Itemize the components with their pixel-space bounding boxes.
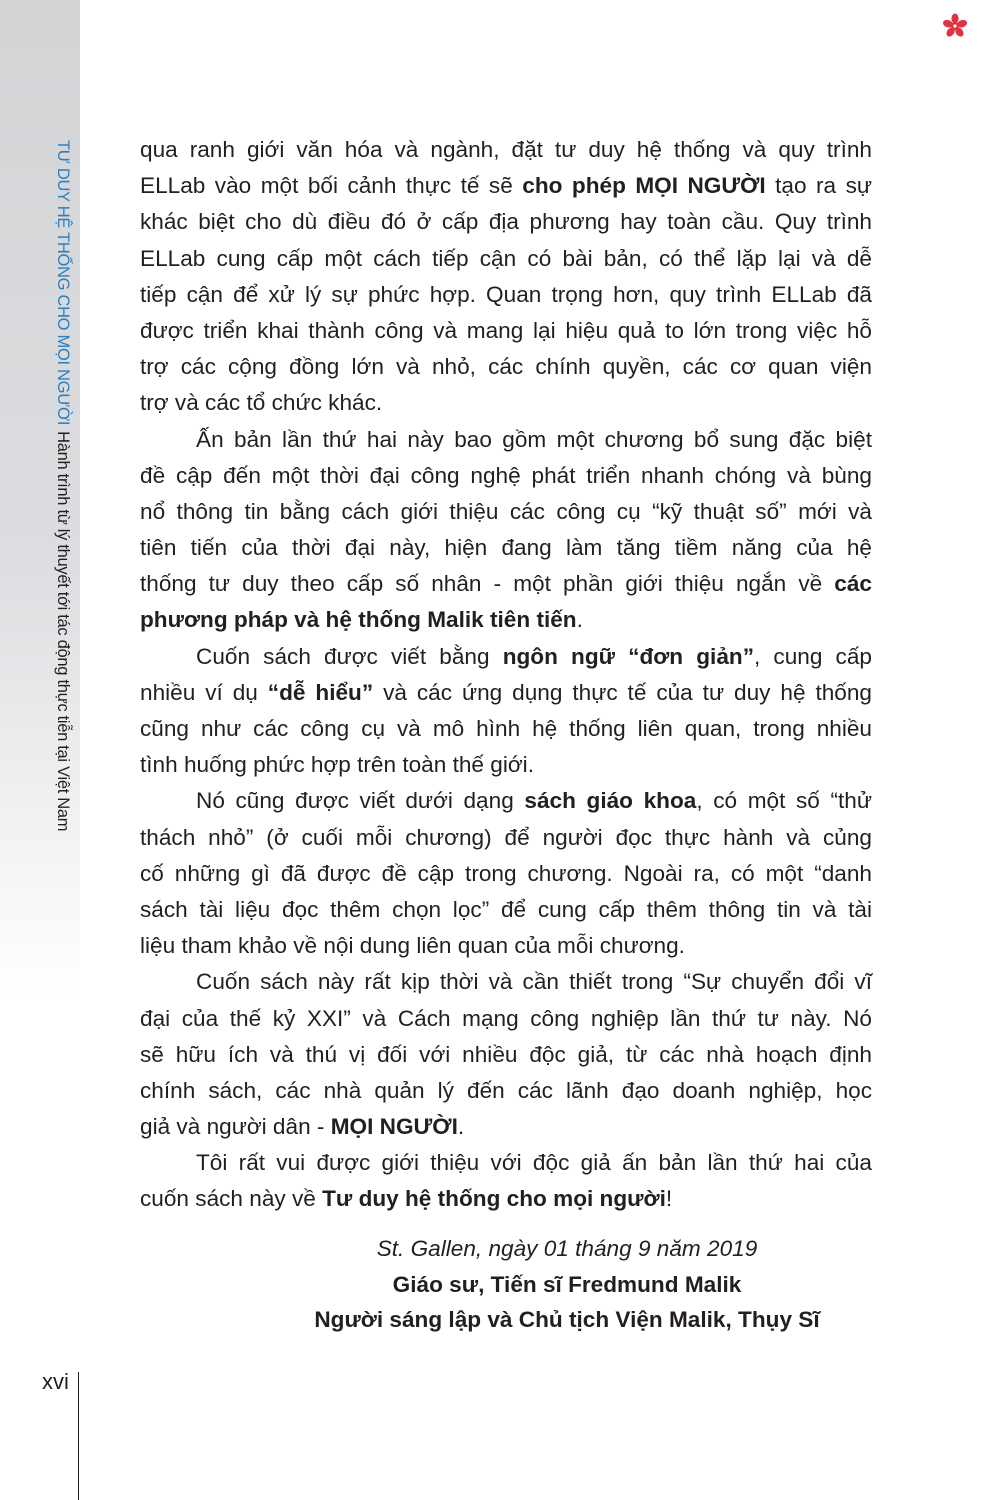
paragraph-line [140, 349, 872, 385]
text-run: cuốn sách này về [140, 1186, 323, 1212]
text-run: , cung cấp [754, 643, 872, 669]
text-run: nổ thông tin bằng cách giới thiệu các công cụ “kỹ thuật số” mới và [140, 498, 872, 524]
text-run: trợ các cộng đồng lớn và nhỏ, các chính quyền, các cơ quan viện [140, 354, 872, 380]
signature-role: Người sáng lập và Chủ tịch Viện Malik, Thụy Sĩ [314, 1307, 820, 1332]
bold-text: “dễ hiểu” [267, 679, 374, 705]
paragraph-line [140, 1109, 872, 1145]
paragraph-line [140, 132, 872, 168]
paragraph-line [140, 277, 872, 313]
text-run: trợ và các tổ chức khác. [140, 390, 383, 416]
body-text [140, 132, 872, 1218]
paragraph-line [140, 168, 872, 204]
text-run: chính sách, các nhà quản lý đến các lãnh đạo doanh nghiệp, học [140, 1077, 872, 1103]
paragraph-line [140, 530, 872, 566]
text-run: khác biệt cho dù điều đó ở cấp địa phương hay toàn cầu. Quy trình [140, 209, 872, 235]
text-run: , có một số “thử [696, 788, 872, 814]
text-run: ELLab cung cấp một cách tiếp cận có bài bản, có thể lặp lại và dễ [140, 245, 872, 271]
text-run: thống tư duy theo cấp số nhân - một phần giới thiệu ngắn về [140, 571, 835, 597]
paragraph-line [140, 602, 872, 638]
text-run: Cuốn sách này rất kịp thời và cần thiết trong “Sự chuyển đổi vĩ [196, 969, 872, 995]
text-run: Cuốn sách được viết bằng [196, 643, 503, 669]
paragraph-line [140, 1145, 872, 1181]
text-run: và các ứng dụng thực tế của tư duy hệ thống [373, 679, 872, 705]
text-run: ELLab vào một bối cảnh thực tế sẽ [140, 173, 523, 199]
text-run: đại của thế kỷ XXI” và Cách mạng công nghiệp lần thứ tư này. Nó [140, 1005, 872, 1031]
paragraph-line [140, 928, 872, 964]
text-run: qua ranh giới văn hóa và ngành, đặt tư duy hệ thống và quy trình [140, 137, 872, 162]
running-head-subtitle: Hành trình từ lý thuyết tới tác động thực tiễn tại Việt Nam [54, 431, 72, 832]
text-run: cố những gì đã được đề cập trong chương. Ngoài ra, có một “danh [140, 860, 872, 886]
text-run: cũng như các công cụ và mô hình hệ thống liên quan, trong nhiều [140, 716, 872, 741]
bold-text: sách giáo khoa [524, 788, 697, 814]
text-run: sẽ hữu ích và thú vị đối với nhiều độc giả, từ các nhà hoạch định [140, 1041, 872, 1067]
paragraph-line [140, 856, 872, 892]
paragraph-line [140, 964, 872, 1000]
text-run: ! [665, 1186, 673, 1212]
paragraph-line [140, 675, 872, 711]
paragraph-line [140, 566, 872, 602]
text-run: tình huống phức hợp trên toàn thế giới. [140, 752, 534, 778]
bold-text: ngôn ngữ “đơn giản” [502, 643, 754, 669]
text-run: được triển khai thành công và mang lại hiệu quả to lớn trong việc hỗ [140, 317, 872, 343]
page-number: xvi [42, 1369, 69, 1394]
text-run: sách tài liệu đọc thêm chọn lọc” để cung cấp thêm thông tin và tài [140, 896, 872, 922]
margin-rule [78, 1372, 79, 1500]
text-run: Nó cũng được viết dưới dạng [196, 788, 525, 814]
paragraph-line [140, 313, 872, 349]
text-run: tạo ra sự [765, 173, 872, 199]
text-run: thách nhỏ” (ở cuối mỗi chương) để người đọc thực hành và củng [140, 824, 872, 850]
text-run: đề cập đến một thời đại công nghệ phát triển nhanh chóng và bùng [140, 462, 872, 488]
paragraph-line [140, 747, 872, 783]
paragraph-line [140, 820, 872, 856]
paragraph-line [140, 783, 872, 819]
running-head-title: TƯ DUY HỆ THỐNG CHO MỌI NGƯỜI [54, 140, 72, 426]
paragraph-line [140, 458, 872, 494]
paragraph-line [140, 1073, 872, 1109]
paragraph-line [140, 241, 872, 277]
running-head [53, 140, 72, 831]
paragraph-line [140, 711, 872, 747]
text-run: Ấn bản lần thứ hai này bao gồm một chương bổ sung đặc biệt [196, 426, 872, 452]
text-run: giả và người dân - [140, 1114, 331, 1140]
text-run: tiên tiến của thời đại này, hiện đang làm tăng tiềm năng của hệ [140, 535, 872, 561]
text-run: Tôi rất vui được giới thiệu với độc giả ấn bản lần thứ hai của [196, 1150, 872, 1176]
signature-name: Giáo sư, Tiến sĩ Fredmund Malik [392, 1272, 742, 1297]
text-run: liệu tham khảo về nội dung liên quan của mỗi chương. [140, 933, 685, 959]
paragraph-line [140, 385, 872, 421]
red-flower-logo-icon [942, 13, 968, 39]
text-run: tiếp cận để xử lý sự phức hợp. Quan trọng hơn, quy trình ELLab đã [140, 281, 872, 307]
bold-text: các [834, 571, 872, 597]
paragraph-line [140, 1001, 872, 1037]
paragraph-line [140, 1037, 872, 1073]
bold-text: phương pháp và hệ thống Malik tiên tiến [140, 607, 577, 633]
text-run: . [457, 1114, 465, 1140]
paragraph-line [140, 204, 872, 240]
text-run: nhiều ví dụ [140, 679, 268, 705]
paragraph-line [140, 422, 872, 458]
bold-text: cho phép MỌI NGƯỜI [522, 173, 766, 199]
bold-text: MỌI NGƯỜI [330, 1114, 458, 1140]
bold-text: Tư duy hệ thống cho mọi người [322, 1186, 666, 1212]
paragraph-line [140, 494, 872, 530]
paragraph-line [140, 892, 872, 928]
paragraph-line [140, 639, 872, 675]
text-run: . [576, 607, 583, 633]
paragraph-line [140, 1181, 872, 1217]
signature-place-date: St. Gallen, ngày 01 tháng 9 năm 2019 [376, 1236, 758, 1261]
